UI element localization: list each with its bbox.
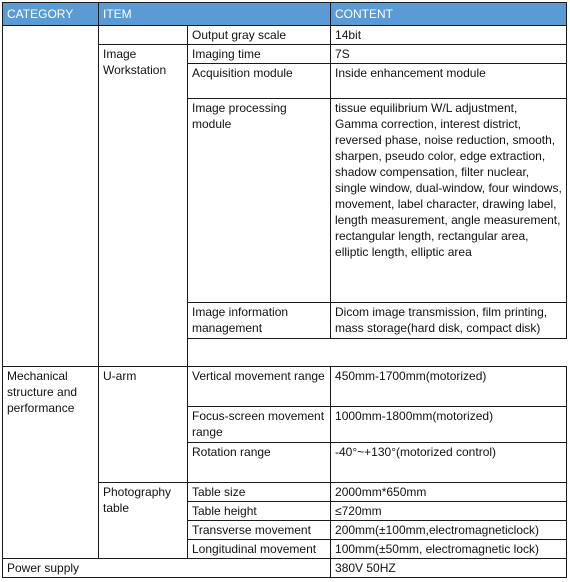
content-cell: 1000mm-1800mm(motorized) (331, 407, 567, 443)
subitem-cell: Output gray scale (188, 26, 331, 45)
content-cell: ≤720mm (331, 502, 567, 521)
content-cell: 100mm(±50mm, electromagnetic lock) (331, 540, 567, 559)
header-item: ITEM (99, 3, 331, 26)
header-content: CONTENT (331, 3, 567, 26)
category-cell-power-supply: Power supply (3, 559, 331, 578)
table-row (3, 26, 567, 45)
item-cell-u-arm: U-arm (99, 367, 188, 483)
content-cell: 7S (331, 45, 567, 64)
category-cell-empty (3, 26, 99, 367)
subitem-cell: Imaging time (188, 45, 331, 64)
header-category: CATEGORY (3, 3, 99, 26)
subitem-cell: Rotation range (188, 443, 331, 483)
subitem-cell: Longitudinal movement (188, 540, 331, 559)
content-cell: 2000mm*650mm (331, 483, 567, 502)
item-cell-empty (99, 26, 188, 45)
subitem-cell: Image processing module (188, 99, 331, 303)
content-cell: 380V 50HZ (331, 559, 567, 578)
subitem-cell: Image information management (188, 303, 331, 339)
content-cell: Inside enhancement module (331, 64, 567, 99)
category-cell-mechanical: Mechanical structure and performance (3, 367, 99, 559)
spec-table (2, 2, 567, 578)
content-cell: -40°~+130°(motorized control) (331, 443, 567, 483)
content-cell: 450mm-1700mm(motorized) (331, 367, 567, 407)
table-row (3, 559, 567, 578)
subitem-cell: Vertical movement range (188, 367, 331, 407)
subitem-cell: Transverse movement (188, 521, 331, 540)
subitem-cell: Table size (188, 483, 331, 502)
content-cell: 14bit (331, 26, 567, 45)
subitem-cell: Focus-screen movement range (188, 407, 331, 443)
content-cell: Dicom image transmission, film printing, mass storage(hard disk, compact disk) (331, 303, 567, 339)
item-cell-photography-table: Photography table (99, 483, 188, 559)
table-row (3, 367, 567, 407)
subitem-cell: Table height (188, 502, 331, 521)
item-cell-image-workstation: Image Workstation (99, 45, 188, 367)
subitem-cell: Acquisition module (188, 64, 331, 99)
content-cell: 200mm(±100mm,electromagneticlock) (331, 521, 567, 540)
header-row (3, 3, 567, 26)
content-cell: tissue equilibrium W/L adjustment, Gamma correction, interest district, reversed phase, noise reduction, smooth, sharpen, pseudo color, edge extraction, shadow compensation, filter nuclear, single window, dual-window, four windows, movement, label character, drawing label, length measurement, angle measurement, rectangular length, rectangular area, elliptic length, elliptic area (331, 99, 567, 303)
